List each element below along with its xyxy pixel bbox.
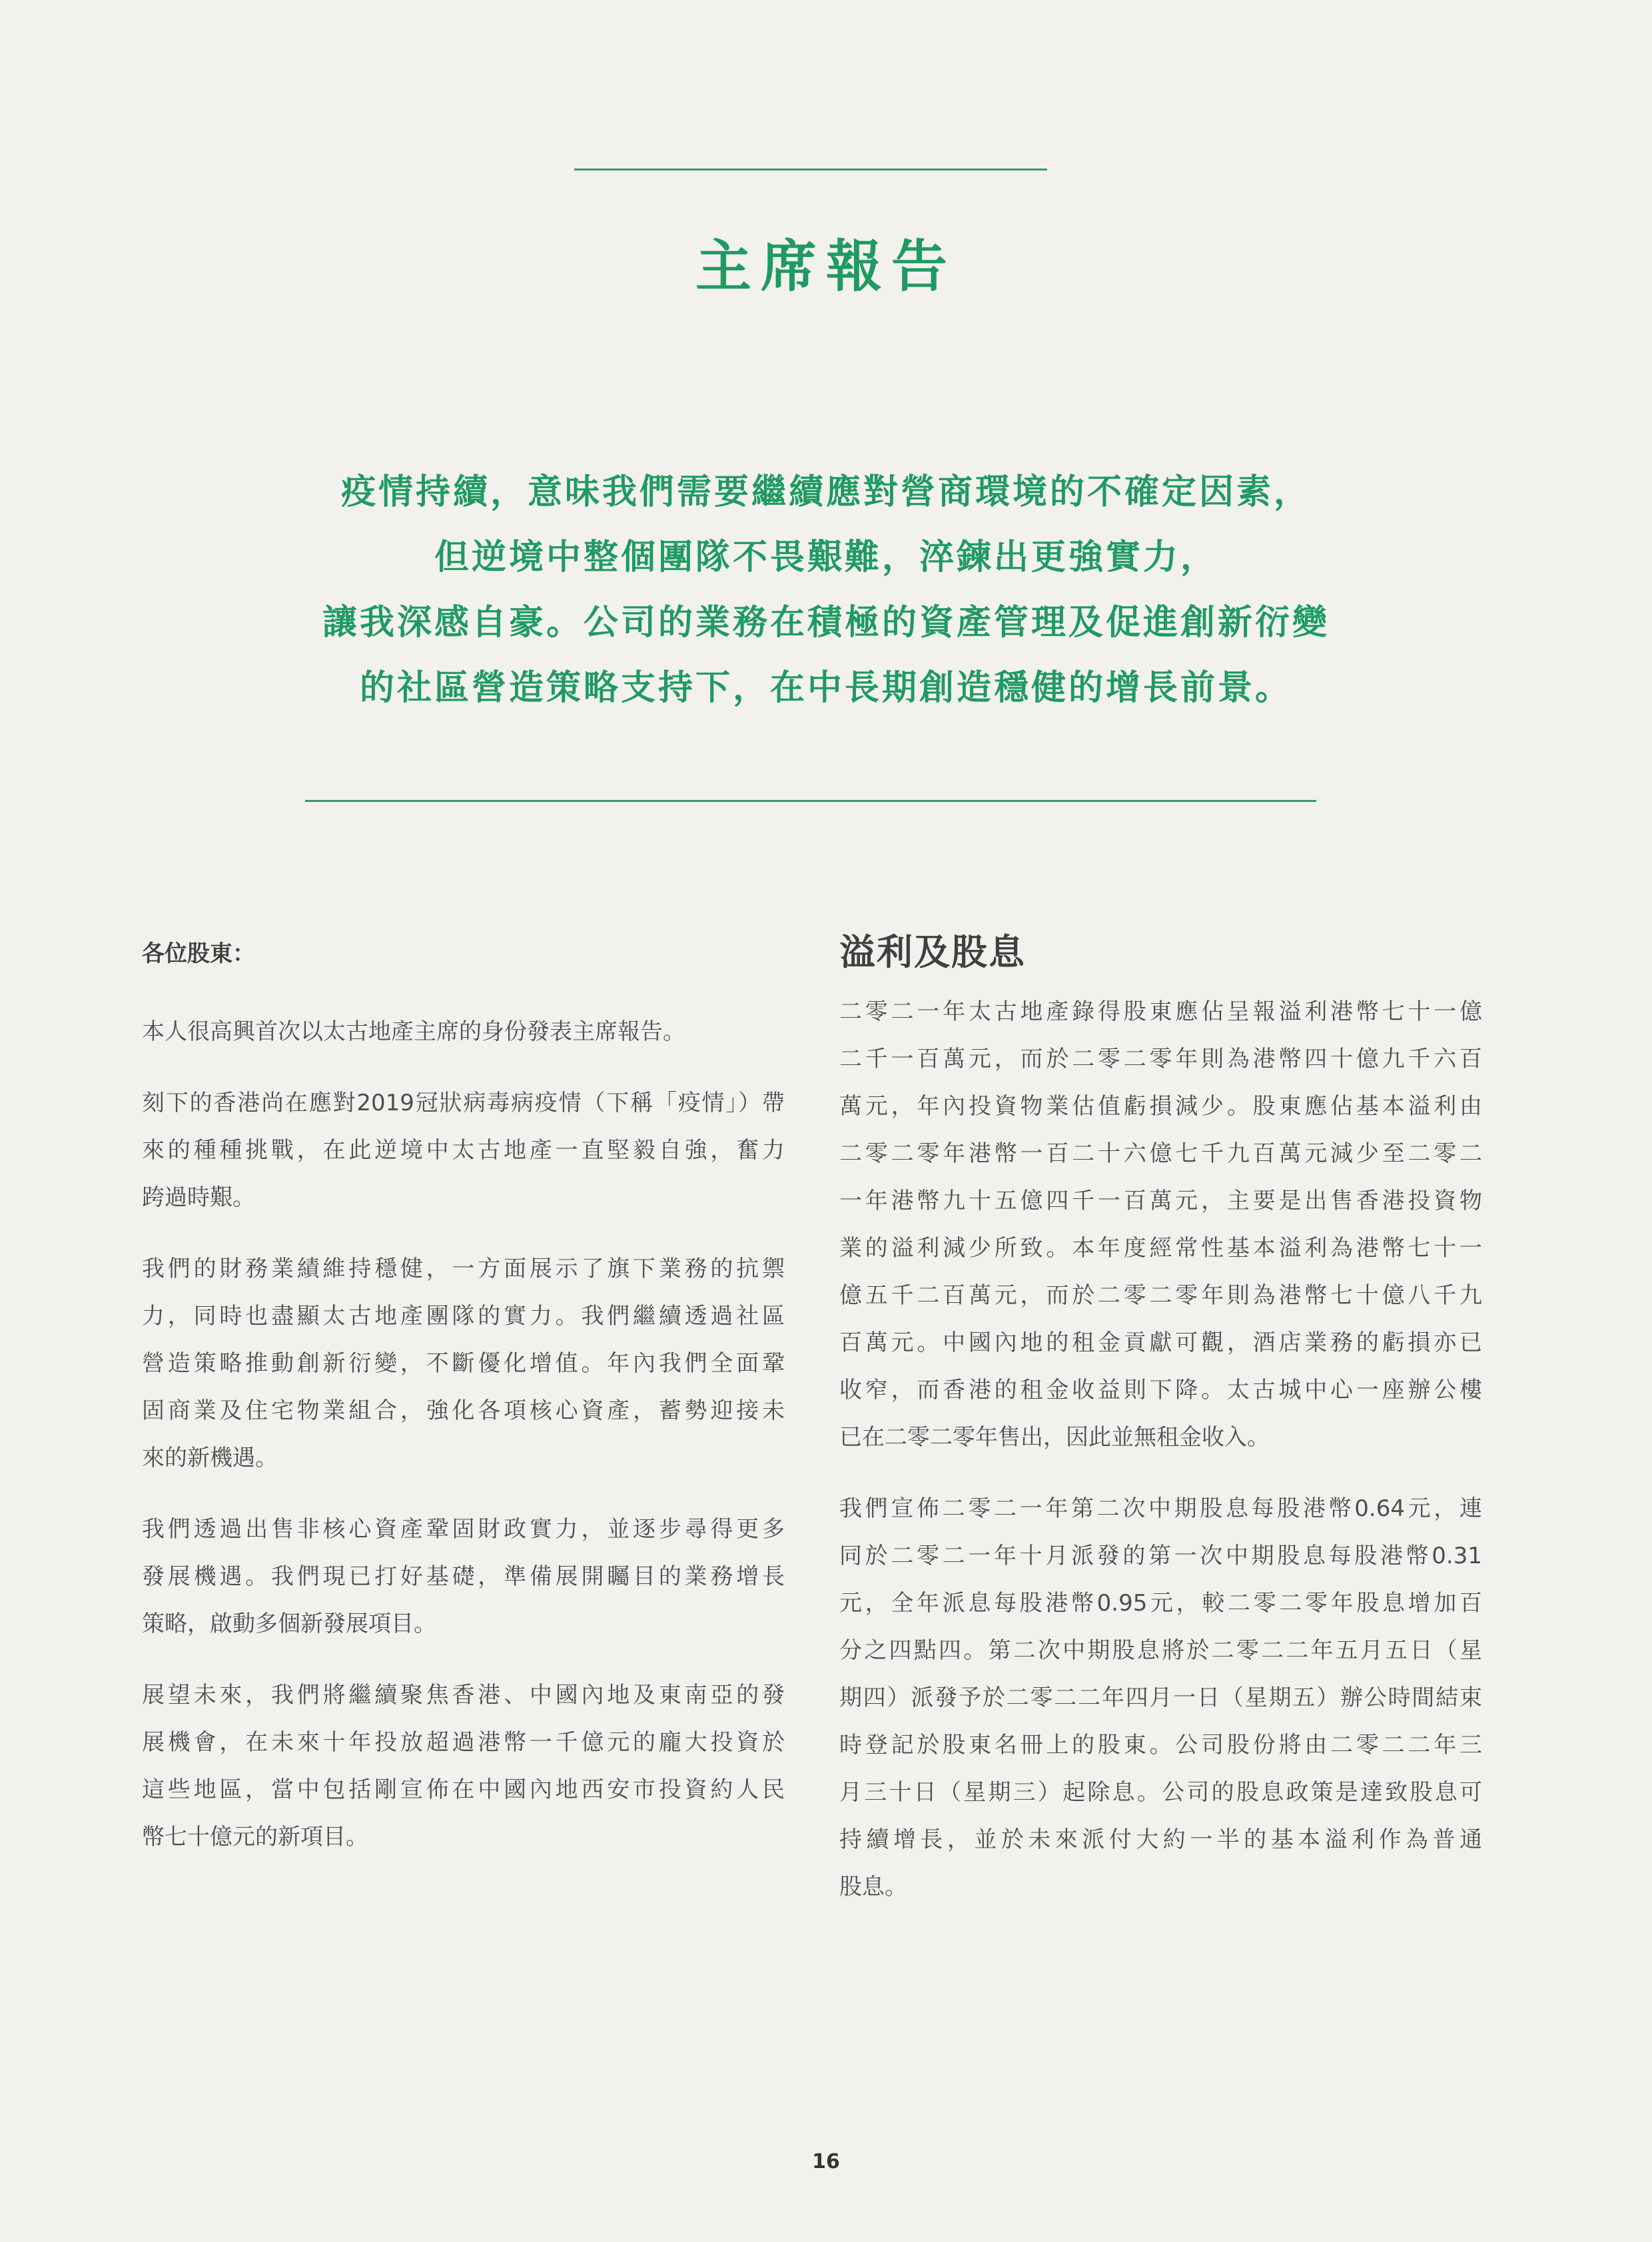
paragraph-line: 業的溢利減少所致。本年度經常性基本溢利為港幣七十一 xyxy=(839,1235,1482,1262)
paragraph-line: 億五千二百萬元，而於二零二零年則為港幣七十億八千九 xyxy=(839,1282,1482,1309)
paragraph-line: 時登記於股東名冊上的股東。公司股份將由二零二二年三 xyxy=(839,1732,1482,1758)
paragraph-line: 二千一百萬元，而於二零二零年則為港幣四十億九千六百 xyxy=(839,1046,1482,1072)
salutation: 各位股東： xyxy=(142,940,255,967)
page-title: 主席報告 xyxy=(695,234,957,299)
paragraph-line: 力，同時也盡顯太古地產團隊的實力。我們繼續透過社區 xyxy=(142,1303,785,1329)
paragraph-line: 來的新機遇。 xyxy=(142,1445,278,1471)
page-number: 16 xyxy=(812,2150,840,2173)
paragraph-line: 幣七十億元的新項目。 xyxy=(142,1824,368,1850)
paragraph-line: 跨過時艱。 xyxy=(142,1184,255,1211)
paragraph xyxy=(142,1672,785,1861)
paragraph-line: 股息。 xyxy=(839,1874,907,1900)
paragraph-line: 營造策略推動創新衍變，不斷優化增值。年內我們全面鞏 xyxy=(142,1350,785,1377)
paragraph-line: 持續增長，並於未來派付大約一半的基本溢利作為普通 xyxy=(839,1826,1482,1853)
top-divider xyxy=(574,169,1047,171)
paragraph-line: 百萬元。中國內地的租金貢獻可觀，酒店業務的虧損亦已 xyxy=(839,1329,1482,1356)
paragraph-line: 同於二零二一年十月派發的第一次中期股息每股港幣0.31 xyxy=(839,1543,1482,1569)
paragraph-line: 分之四點四。第二次中期股息將於二零二二年五月五日（星 xyxy=(839,1637,1482,1664)
paragraph-line: 我們透過出售非核心資產鞏固財政實力，並逐步尋得更多 xyxy=(142,1516,785,1543)
left-paragraphs xyxy=(142,1008,785,1861)
paragraph-line: 萬元，年內投資物業估值虧損減少。股東應佔基本溢利由 xyxy=(839,1093,1482,1120)
paragraph xyxy=(142,1506,785,1648)
paragraph-line: 展機會，在未來十年投放超過港幣一千億元的龐大投資於 xyxy=(142,1729,785,1756)
paragraph-line: 展望未來，我們將繼續聚焦香港、中國內地及東南亞的發 xyxy=(142,1682,785,1708)
paragraph-line: 我們宣佈二零二一年第二次中期股息每股港幣0.64元，連 xyxy=(839,1495,1482,1522)
pull-quote-line: 讓我深感自豪。公司的業務在積極的資產管理及促進創新衍變 xyxy=(322,603,1330,643)
paragraph-line: 固商業及住宅物業組合，強化各項核心資產，蓄勢迎接未 xyxy=(142,1397,785,1424)
paragraph-line: 發展機遇。我們現已打好基礎，準備展開矚目的業務增長 xyxy=(142,1563,785,1590)
paragraph xyxy=(142,1008,785,1056)
pull-quote xyxy=(160,460,1492,721)
left-column xyxy=(142,926,785,1885)
paragraph-line: 本人很高興首次以太古地產主席的身份發表主席報告。 xyxy=(142,1018,685,1045)
paragraph-line: 收窄，而香港的租金收益則下降。太古城中心一座辦公樓 xyxy=(839,1377,1482,1403)
paragraph-line: 來的種種挑戰，在此逆境中太古地產一直堅毅自強，奮力 xyxy=(142,1137,785,1164)
paragraph xyxy=(142,1246,785,1482)
section-heading: 溢利及股息 xyxy=(839,931,1026,973)
paragraph-line: 已在二零二零年售出，因此並無租金收入。 xyxy=(839,1424,1270,1451)
paragraph-line: 月三十日（星期三）起除息。公司的股息政策是達致股息可 xyxy=(839,1779,1482,1806)
paragraph-line: 期四）派發予於二零二二年四月一日（星期五）辦公時間結束 xyxy=(839,1684,1482,1711)
paragraph-line: 一年港幣九十五億四千一百萬元，主要是出售香港投資物 xyxy=(839,1188,1482,1214)
paragraph-line: 刻下的香港尚在應對2019冠狀病毒病疫情（下稱「疫情」）帶 xyxy=(142,1090,785,1116)
right-column xyxy=(839,926,1482,1935)
paragraph-line: 這些地區，當中包括剛宣佈在中國內地西安市投資約人民 xyxy=(142,1776,785,1803)
paragraph-line: 我們的財務業績維持穩健，一方面展示了旗下業務的抗禦 xyxy=(142,1256,785,1282)
bottom-divider xyxy=(305,800,1316,802)
paragraph-line: 策略，啟動多個新發展項目。 xyxy=(142,1611,436,1637)
paragraph xyxy=(839,988,1482,1461)
right-paragraphs xyxy=(839,988,1482,1911)
paragraph-line: 二零二零年港幣一百二十六億七千九百萬元減少至二零二 xyxy=(839,1140,1482,1167)
paragraph-line: 元，全年派息每股港幣0.95元，較二零二零年股息增加百 xyxy=(839,1590,1482,1617)
paragraph xyxy=(142,1080,785,1222)
paragraph-line: 二零二一年太古地產錄得股東應佔呈報溢利港幣七十一億 xyxy=(839,998,1482,1025)
pull-quote-line: 但逆境中整個團隊不畏艱難，淬鍊出更強實力， xyxy=(434,538,1218,577)
paragraph xyxy=(839,1485,1482,1911)
pull-quote-line: 的社區營造策略支持下，在中長期創造穩健的增長前景。 xyxy=(359,668,1292,708)
pull-quote-line: 疫情持續，意味我們需要繼續應對營商環境的不確定因素， xyxy=(340,472,1311,512)
